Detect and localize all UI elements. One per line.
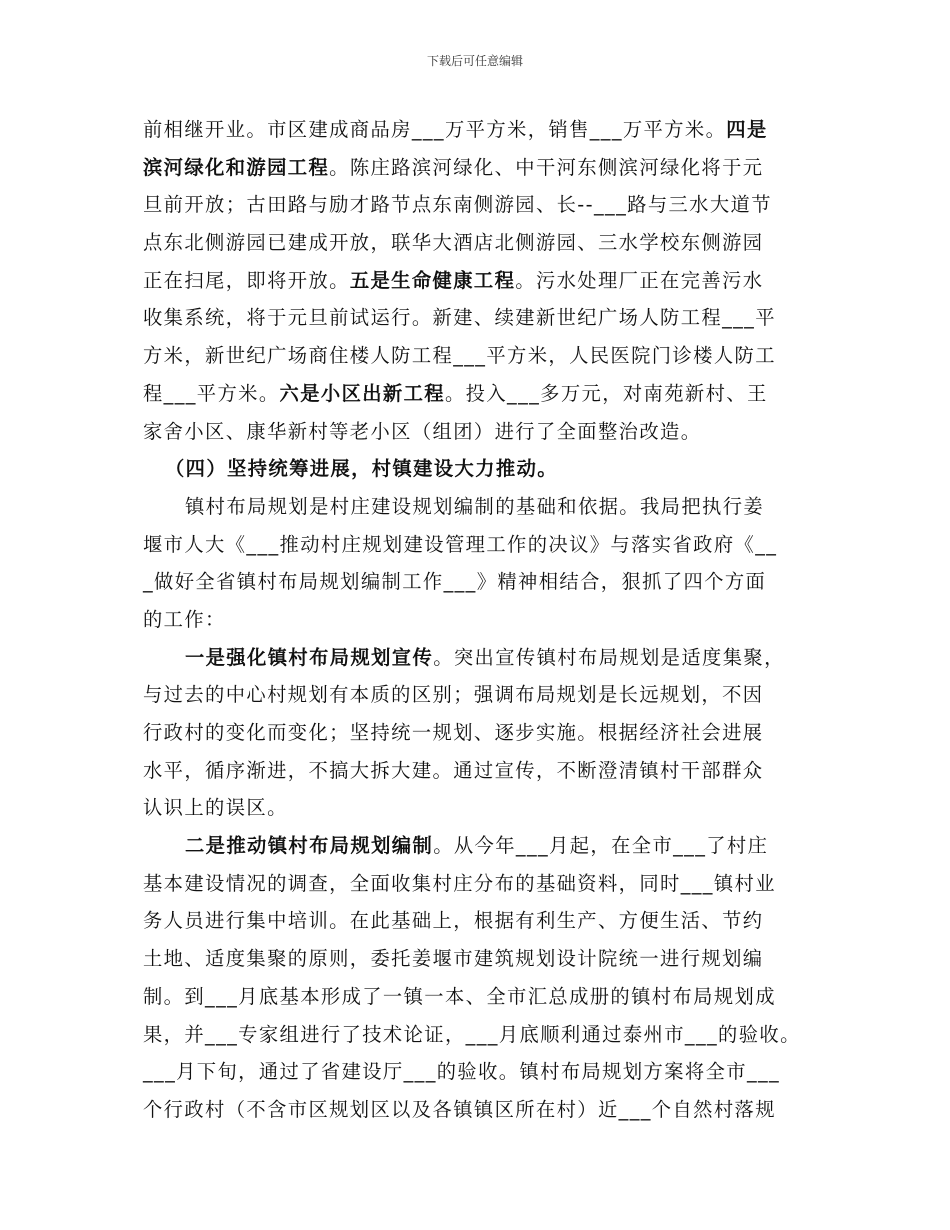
- body-text: 点东北侧游园已建成开放，联华大酒店北侧游园、三水学校东侧游园: [143, 231, 764, 255]
- bold-text: 二是推动镇村布局规划编制: [185, 834, 434, 858]
- body-text: 镇村布局规划是村庄建设规划编制的基础和依据。我局把执行姜: [185, 494, 765, 518]
- text-line: [143, 149, 811, 187]
- body-text: 。突出宣传镇村布局规划是适度集聚，: [433, 645, 785, 669]
- body-text: 水平，循序渐进，不搞大拆大建。通过宣传，不断澄清镇村干部群众: [143, 758, 764, 782]
- text-line: [143, 639, 811, 677]
- text-line: [143, 262, 811, 300]
- text-line: [143, 601, 811, 639]
- body-text: 制。到___月底基本形成了一镇一本、全市汇总成册的镇村布局规划成: [143, 984, 776, 1008]
- text-line: [143, 413, 811, 451]
- text-line: [143, 865, 811, 903]
- bold-text: 一是强化镇村布局规划宣传: [185, 645, 434, 669]
- section-heading-line: [143, 450, 811, 488]
- text-line: [143, 789, 811, 827]
- body-text: 方米，新世纪广场商住楼人防工程___平方米，人民医院门诊楼人防工: [143, 344, 776, 368]
- text-line: [143, 111, 811, 149]
- text-line: [143, 488, 811, 526]
- body-text: 的工作：: [143, 607, 226, 631]
- body-text: 基本建设情况的调查，全面收集村庄分布的基础资料，同时___镇村业: [143, 871, 776, 895]
- text-line: [143, 1091, 811, 1129]
- page-header: 下载后可任意编辑: [426, 54, 523, 68]
- text-line: [143, 1016, 811, 1054]
- body-text: 堰市人大《___推动村庄规划建设管理工作的决议》与落实省政府《__: [143, 532, 778, 556]
- document-body: [143, 111, 811, 1129]
- text-line: [143, 563, 811, 601]
- body-text: 务人员进行集中培训。在此基础上，根据有利生产、方便生活、节约: [143, 909, 764, 933]
- body-text: 。污水处理厂正在完善污水: [515, 268, 764, 292]
- text-line: [143, 224, 811, 262]
- text-line: [143, 299, 811, 337]
- text-line: [143, 186, 811, 224]
- bold-text: 五是生命健康工程: [349, 268, 516, 292]
- text-line: [143, 752, 811, 790]
- text-line: [143, 526, 811, 564]
- body-text: 正在扫尾，即将开放。: [143, 268, 350, 292]
- body-text: 土地、适度集聚的原则，委托姜堰市建筑规划设计院统一进行规划编: [143, 947, 764, 971]
- body-text: 行政村的变化而变化；坚持统一规划、逐步实施。根据经济社会进展: [143, 721, 764, 744]
- body-text: 程___平方米。: [143, 381, 280, 405]
- body-text: 认识上的误区。: [143, 796, 288, 820]
- body-text: 家舍小区、康华新村等老小区（组团）进行了全面整治改造。: [143, 419, 702, 443]
- bold-text: （四）坚持统筹进展，村镇建设大力推动。: [165, 457, 558, 481]
- body-text: 前相继开业。市区建成商品房___万平方米，销售___万平方米。: [143, 118, 727, 141]
- bold-text: 滨河绿化和游园工程: [143, 155, 330, 179]
- text-line: [143, 940, 811, 978]
- body-text: 与过去的中心村规划有本质的区别；强调布局规划是长远规划，不因: [143, 683, 764, 707]
- body-text: 果，并___专家组进行了技术论证，___月底顺利通过泰州市___的验收。: [143, 1022, 801, 1046]
- body-text: 。陈庄路滨河绿化、中干河东侧滨河绿化将于元: [329, 155, 764, 179]
- text-line: [143, 337, 811, 375]
- body-text: 收集系统，将于元旦前试运行。新建、续建新世纪广场人防工程___平: [143, 306, 776, 330]
- text-line: [143, 902, 811, 940]
- body-text: _做好全省镇村布局规划编制工作___》精神相结合，狠抓了四个方面: [143, 570, 767, 594]
- bold-text: 四是: [726, 118, 768, 141]
- body-text: ___月下旬，通过了省建设厅___的验收。镇村布局规划方案将全市___: [143, 1060, 781, 1084]
- text-line: [143, 714, 811, 752]
- body-text: 。从今年___月起，在全市___了村庄: [433, 834, 769, 858]
- body-text: 。投入___多万元，对南苑新村、王: [444, 381, 768, 405]
- text-line: [143, 375, 811, 413]
- text-line: [143, 676, 811, 714]
- body-text: 个行政村（不含市区规划区以及各镇镇区所在村）近___个自然村落规: [143, 1097, 776, 1121]
- text-line: [143, 827, 811, 865]
- text-line: [143, 1053, 811, 1091]
- bold-text: 六是小区出新工程: [279, 381, 445, 405]
- body-text: 旦前开放；古田路与励才路节点东南侧游园、长--___路与三水大道节: [143, 193, 772, 217]
- text-line: [143, 978, 811, 1016]
